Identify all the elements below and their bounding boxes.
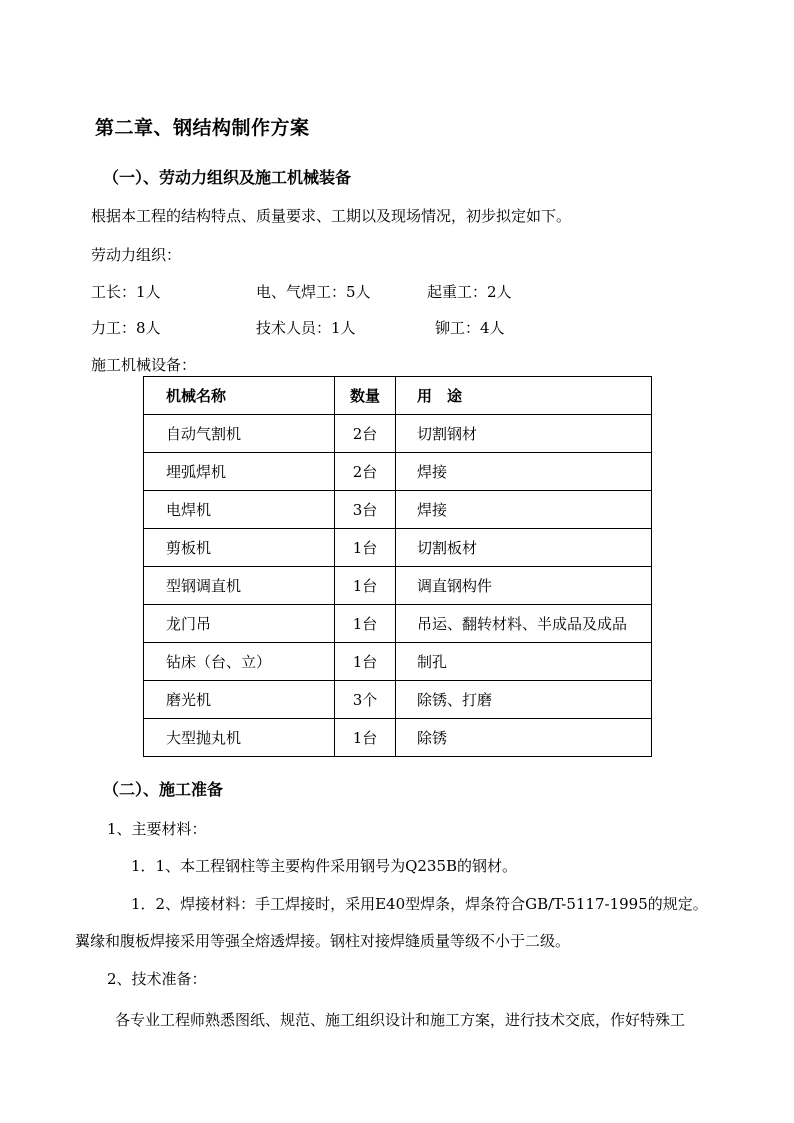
labor-item: 电、气焊工：5人 bbox=[256, 283, 371, 301]
table-row bbox=[144, 567, 652, 605]
equipment-label: 施工机械设备： bbox=[91, 356, 197, 374]
table-row bbox=[144, 605, 652, 643]
table-row bbox=[144, 453, 652, 491]
machine-name: 自动气割机 bbox=[144, 415, 335, 453]
machine-quantity: 1台 bbox=[335, 605, 396, 643]
chapter-title: 第二章、钢结构制作方案 bbox=[95, 117, 310, 139]
machine-quantity: 2台 bbox=[335, 453, 396, 491]
section-heading-preparation: （二）、施工准备 bbox=[103, 780, 224, 799]
machine-purpose: 焊接 bbox=[396, 491, 652, 529]
machine-quantity: 1台 bbox=[335, 529, 396, 567]
table-row bbox=[144, 415, 652, 453]
list-item-steel: 1．1、本工程钢柱等主要构件采用钢号为Q235B的钢材。 bbox=[131, 857, 518, 875]
machine-name: 电焊机 bbox=[144, 491, 335, 529]
machine-name: 龙门吊 bbox=[144, 605, 335, 643]
welding-continuation: 翼缘和腹板焊接采用等强全熔透焊接。钢柱对接焊缝质量等级不小于二级。 bbox=[75, 932, 571, 950]
machine-purpose: 切割板材 bbox=[396, 529, 652, 567]
machine-purpose: 调直钢构件 bbox=[396, 567, 652, 605]
machine-quantity: 2台 bbox=[335, 415, 396, 453]
machine-purpose: 切割钢材 bbox=[396, 415, 652, 453]
section-heading-labor: （一）、劳动力组织及施工机械装备 bbox=[103, 168, 352, 187]
header-cell-name: 机械名称 bbox=[144, 377, 335, 415]
labor-item: 工长：1人 bbox=[91, 283, 161, 301]
table-row bbox=[144, 529, 652, 567]
list-item-materials: 1、主要材料： bbox=[107, 820, 207, 838]
technical-paragraph: 各专业工程师熟悉图纸、规范、施工组织设计和施工方案，进行技术交底，作好特殊工 bbox=[115, 1011, 686, 1029]
machine-purpose: 吊运、翻转材料、半成品及成品 bbox=[396, 605, 652, 643]
table-header-row bbox=[144, 377, 652, 415]
machine-name: 磨光机 bbox=[144, 681, 335, 719]
machine-quantity: 3台 bbox=[335, 491, 396, 529]
machine-name: 剪板机 bbox=[144, 529, 335, 567]
list-item-welding: 1．2、焊接材料：手工焊接时，采用E40型焊条，焊条符合GB/T-5117-1995的规定。 bbox=[131, 895, 708, 913]
machine-name: 型钢调直机 bbox=[144, 567, 335, 605]
machine-name: 埋弧焊机 bbox=[144, 453, 335, 491]
table-row bbox=[144, 491, 652, 529]
intro-paragraph: 根据本工程的结构特点、质量要求、工期以及现场情况，初步拟定如下。 bbox=[91, 207, 572, 225]
machine-purpose: 焊接 bbox=[396, 453, 652, 491]
machine-purpose: 除锈 bbox=[396, 719, 652, 757]
machine-name: 钻床（台、立） bbox=[144, 643, 335, 681]
machine-quantity: 1台 bbox=[335, 567, 396, 605]
machine-purpose: 除锈、打磨 bbox=[396, 681, 652, 719]
machine-name: 大型抛丸机 bbox=[144, 719, 335, 757]
labor-item: 技术人员：1人 bbox=[256, 319, 356, 337]
labor-item: 起重工：2人 bbox=[427, 283, 512, 301]
labor-label: 劳动力组织： bbox=[91, 246, 182, 264]
list-item-technical: 2、技术准备： bbox=[107, 970, 207, 988]
header-cell-purpose: 用 途 bbox=[396, 377, 652, 415]
machine-quantity: 1台 bbox=[335, 643, 396, 681]
machine-quantity: 3个 bbox=[335, 681, 396, 719]
equipment-table bbox=[143, 376, 652, 757]
header-cell-quantity: 数量 bbox=[335, 377, 396, 415]
table-row bbox=[144, 643, 652, 681]
labor-item: 铆工：4人 bbox=[435, 319, 505, 337]
table-row bbox=[144, 681, 652, 719]
table-row bbox=[144, 719, 652, 757]
machine-purpose: 制孔 bbox=[396, 643, 652, 681]
labor-item: 力工：8人 bbox=[91, 319, 161, 337]
machine-quantity: 1台 bbox=[335, 719, 396, 757]
